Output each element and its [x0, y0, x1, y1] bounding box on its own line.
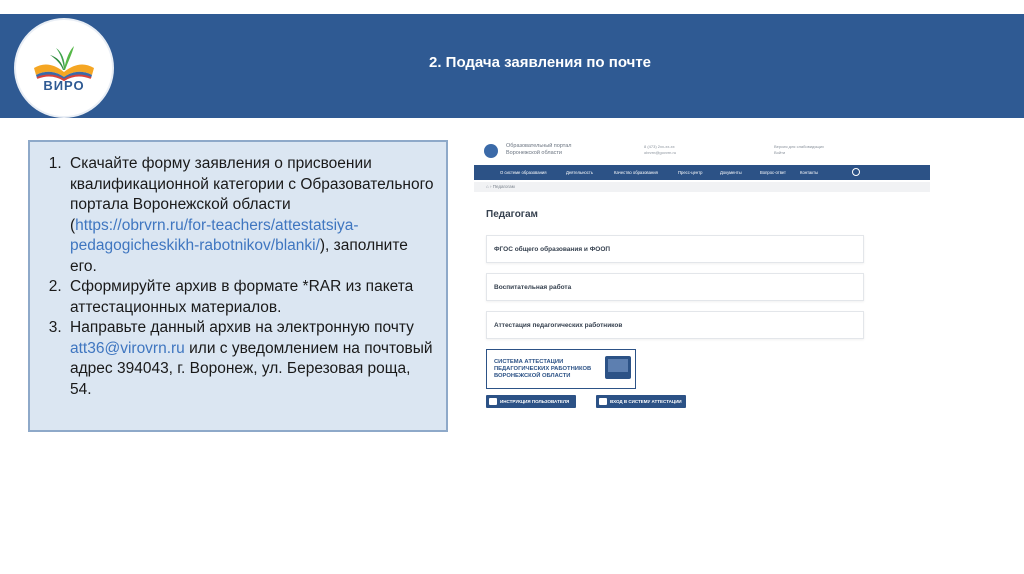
instructions-box	[28, 140, 448, 432]
instructions-list	[30, 142, 446, 400]
slide-header	[0, 14, 1024, 118]
category-attestation[interactable]	[486, 311, 864, 339]
user-guide-button[interactable]	[486, 395, 576, 408]
banner-text: СИСТЕМА АТТЕСТАЦИИ ПЕДАГОГИЧЕСКИХ РАБОТНИКОВ ВОРОНЕЖСКОЙ ОБЛАСТИ	[494, 359, 592, 379]
blanks-link[interactable]: https://obrvrn.ru/for-teachers/attestatsiya-pedagogicheskikh-rabotnikov/blanki/	[70, 216, 359, 254]
category-fgos[interactable]	[486, 235, 864, 263]
instruction-item-3	[66, 318, 436, 400]
logo-text: ВИРО	[43, 78, 85, 93]
document-icon	[489, 398, 497, 405]
accessibility-link[interactable]: Версия для слабовидящих	[774, 144, 825, 149]
category-label: Воспитательная работа	[494, 284, 572, 291]
nav-item-press[interactable]: Пресс-центр	[678, 170, 703, 175]
portal-top-links	[774, 144, 824, 156]
login-icon	[599, 398, 607, 405]
portal-navbar	[474, 165, 930, 180]
category-label: ФГОС общего образования и ФООП	[494, 246, 611, 253]
email-link[interactable]: att36@virovrn.ru	[70, 339, 185, 357]
portal-screenshot	[474, 134, 930, 416]
button-label: ИНСТРУКЦИЯ ПОЛЬЗОВАТЕЛЯ	[500, 399, 570, 404]
portal-phone: 8 (473) 2xx-xx-xx	[644, 144, 675, 149]
category-upbringing[interactable]	[486, 273, 864, 301]
instruction-text: ), заполните его.	[70, 237, 408, 275]
nav-item-quality[interactable]: Качество образования	[614, 170, 658, 175]
button-label: ВХОД В СИСТЕМУ АТТЕСТАЦИИ	[610, 399, 682, 404]
slide-title: 2. Подача заявления по почте	[428, 54, 652, 71]
breadcrumb-text[interactable]: ⌂ › Педагогам	[486, 184, 515, 189]
search-icon[interactable]	[852, 168, 860, 176]
portal-email: obrvrn@govvrn.ru	[644, 150, 677, 155]
nav-item-documents[interactable]: Документы	[720, 170, 742, 175]
instruction-text: или с уведомлением на почтовый адрес 394043, г. Воронеж, ул. Березовая роща, 54.	[70, 339, 433, 398]
viro-logo	[16, 20, 112, 116]
login-link[interactable]: Войти	[774, 150, 786, 155]
instruction-text: Сформируйте архив в формате *RAR из пакета аттестационных материалов.	[70, 278, 414, 316]
nav-item-contacts[interactable]: Контакты	[800, 170, 819, 175]
instruction-text: Скачайте форму заявления о присвоении квалификационной категории с Образовательного портала Воронежской области (	[70, 155, 434, 234]
portal-name-line1: Образовательный портал	[506, 143, 572, 149]
breadcrumb	[474, 182, 930, 192]
instruction-item-2	[66, 277, 436, 318]
instruction-item-1	[66, 154, 436, 277]
attestation-login-button[interactable]	[596, 395, 686, 408]
portal-name-line2: Воронежской области	[506, 150, 563, 156]
monitor-icon	[605, 356, 631, 379]
category-label: Аттестация педагогических работников	[494, 322, 623, 329]
book-sprout-icon	[16, 20, 112, 116]
nav-item-faq[interactable]: Вопрос-ответ	[760, 170, 786, 175]
portal-page-heading: Педагогам	[486, 209, 538, 220]
nav-item-system[interactable]: О системе образования	[500, 170, 547, 175]
nav-item-activity[interactable]: Деятельность	[566, 170, 593, 175]
instruction-text: Направьте данный архив на электронную почту	[70, 319, 414, 336]
portal-name	[506, 143, 596, 157]
portal-logo-icon	[484, 144, 498, 158]
portal-contacts	[644, 144, 676, 156]
attestation-system-banner[interactable]	[486, 349, 636, 389]
